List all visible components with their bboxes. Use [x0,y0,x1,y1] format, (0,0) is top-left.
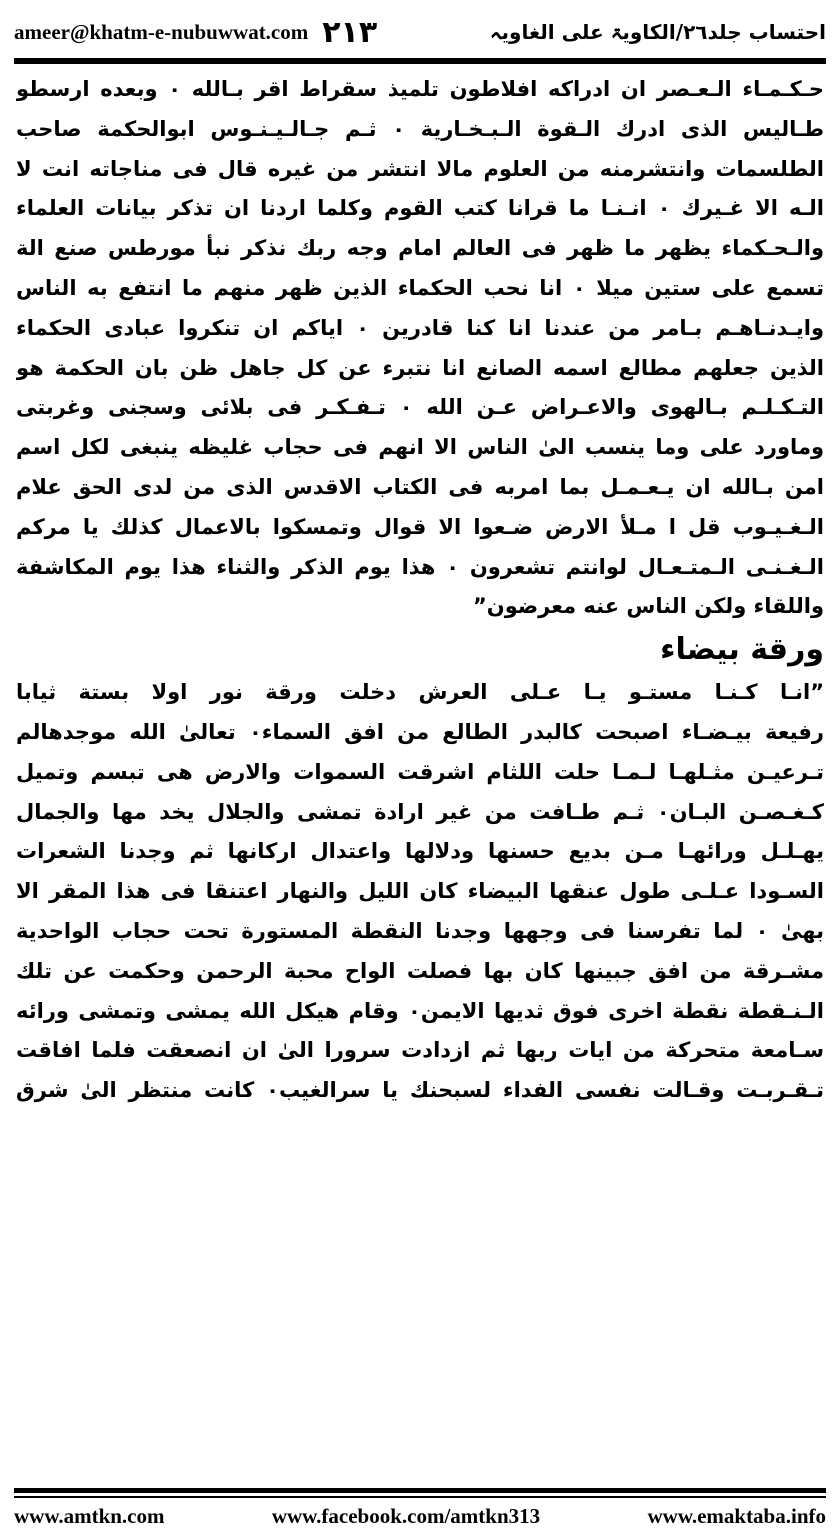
text-line: تـقـربـت وقـالت نفسى الفداء لسبحنك يا سرالغيب۰ كانت منتظر الىٰ شرق [16,1078,824,1103]
footer-link-amtkn[interactable]: www.amtkn.com [14,1503,165,1528]
text-line: حـكـمـاء الـعـصر ان ادراكه افلاطون تلميذ سقراط اقر بـالله ۰ وبعده ارسطو [16,77,824,101]
header-email: ameer@khatm-e-nubuwwat.com [14,19,309,44]
text-line: امن بـالله ان يـعـمـل بما امربه فى الكتاب الاقدس الذى من لدى الحق علام [16,474,824,499]
text-line: رفيعة بيـضـاء اصبحت كالبدر الطالع من افق السماء۰ تعالىٰ الله موجدهالم [16,719,824,744]
footer-rule-thick [14,1488,826,1493]
text-line: الطلسمات وانتشرمنه من العلوم مالا انتشر من غيره قال فى مناجاته انت لا [16,156,824,181]
text-line: الـغـنـى الـمتـعـال لوانتم تشعرون ۰ هذا يوم الذكر والثناء هذا يوم المكاشفة [16,554,824,579]
text-line: طـاليس الذى ادرك الـقوة الـبـخـارية ۰ ثـم جـالـيـنـوس ابوالحكمة صاحب [16,116,824,141]
text-line: سـامعة متحركة من ايات ربها ثم ازدادت سرورا الىٰ ان انصعقت فلما افاقت [16,1038,824,1063]
text-line: التـكـلـم بـالهوى والاعـراض عـن الله ۰ تـفـكـر فى بلائى وسجنى وغربتى [16,395,824,420]
footer-link-emaktaba[interactable]: www.emaktaba.info [647,1503,826,1528]
text-line: الـنـقطة نقطة اخرى فوق ثديها الايمن۰ وقام هيكل الله يمشى وتمشى ورائه [16,998,824,1023]
text-line: بهىٰ ۰ لما تفرسنا فى وجهها وجدنا النقطة المستورة تحت حجاب الواحدية [16,918,824,943]
header-rule [14,58,826,64]
text-line: وماورد على وما ينسب الىٰ الناس الا انهم فى حجاب غليظه ينبغى لكل اسم [16,435,824,460]
text-line: وايـدنـاهـم بـامر من عندنا انا كنا قادرين ۰ اياكم ان تنكروا عبادى الحكماء [16,315,824,340]
text-line: الـغـيـوب قل ا مـلأ الارض ضـعوا الا قوال وتمسكوا بالاعمال كذلك يا مركم [16,514,824,539]
text-line: الذين جعلهم مطالع اسمه الصانع انا نتبرء عن كل جاهل ظن بان الحكمة هو [16,355,824,380]
page-body [16,70,824,1111]
text-line: تـرعيـن مثـلهـا لـمـا حلت اللثام اشرقت السموات والارض هى تبسم وتميل [16,759,824,784]
running-title: احتساب جلد٢٦/الکاویۃ علی الغاویہ [489,20,826,44]
text-line: مشـرقة من افق جبينها كان بها فصلت الواح محبة الرحمن وحكمت عن تلك [16,958,824,983]
text-line: تسمع على ستين ميلا ۰ انا نحب الحكماء الذين ظهر منهم ما انتفع به الناس [16,275,824,300]
page-footer [14,1498,826,1534]
header-left [14,15,377,50]
text-line: ”انـا كـنـا مستـو يـا عـلى العرش دخلت ورقة نور اولا بستة ثيابا [16,680,824,705]
footer-link-facebook[interactable]: www.facebook.com/amtkn313 [271,1503,541,1528]
section-heading: ورقة بيضاء [660,632,824,668]
page-header [14,10,826,54]
text-line: السـودا عـلـى طول عنقها البيضاء كان الليل والنهار اعتنقا فى هذا المقر الا [16,879,824,904]
footer-rules [14,1488,826,1498]
page-number: ٢١٣ [322,14,378,50]
text-line: الـه الا غـيرك ۰ انـنـا ما قرانا كتب القوم وكلما اردنا ان تذكر بيانات العلماء [16,196,824,221]
text-line: كـغـصـن البـان۰ ثـم طـافت من غير ارادة تمشى والجلال يخد مها والجمال [16,799,824,824]
text-line: يهـلـل ورائهـا مـن بديع حسنها ودلالها واعتدال اركانها ثم وجدنا الشعرات [16,839,824,864]
text-line: والـحـكماء يظهر ما ظهر فى العالم امام وجه ربك نذكر نبأ مورطس صنع الة [16,236,824,261]
text-line: واللقاء ولكن الناس عنه معرضون” [472,594,824,619]
